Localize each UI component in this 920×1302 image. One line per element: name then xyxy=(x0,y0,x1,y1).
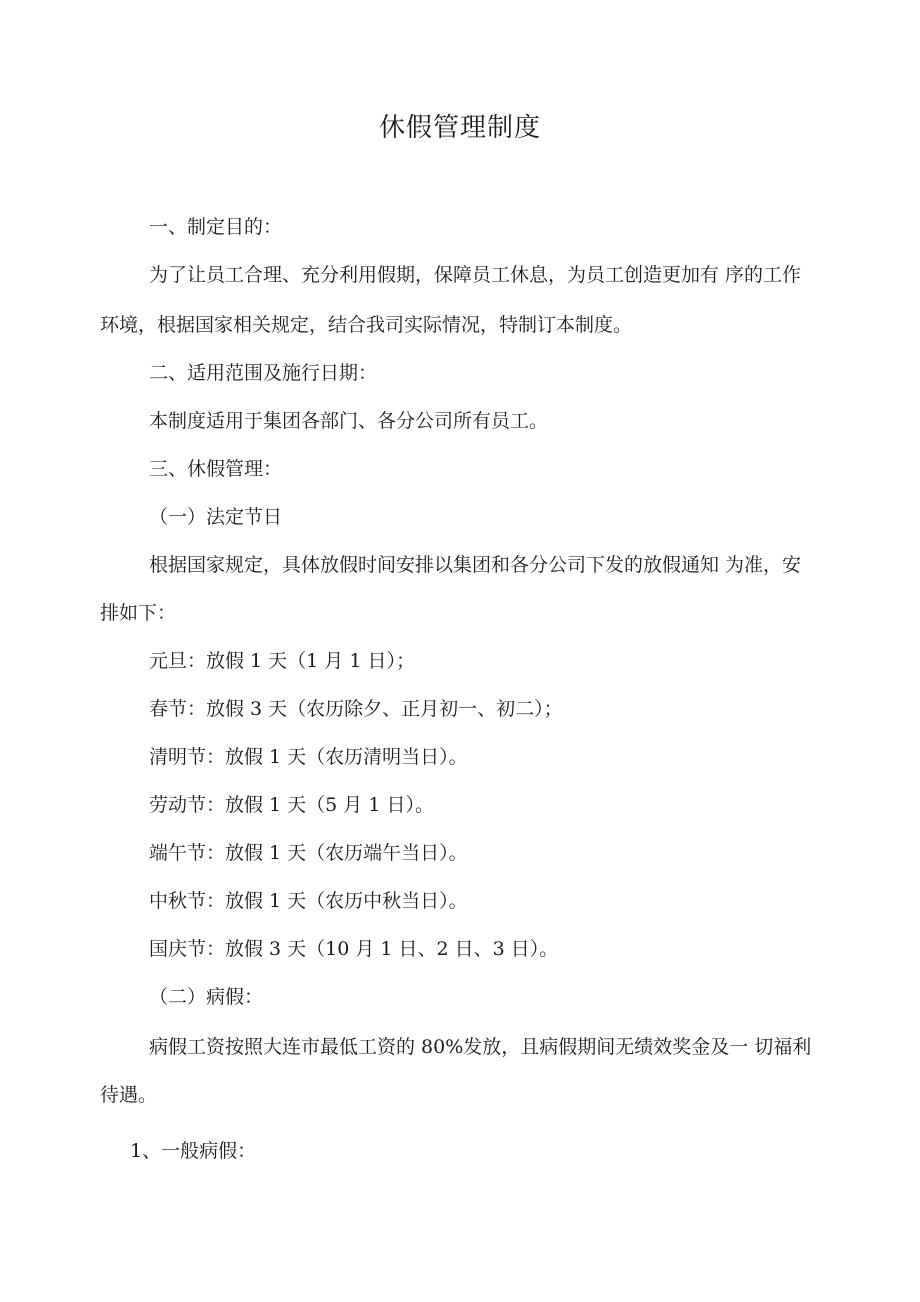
holiday-item-labor-day: 劳动节：放假 1 天（5 月 1 日）。 xyxy=(149,794,434,816)
paragraph-line: 本制度适用于集团各部门、各分公司所有员工。 xyxy=(149,410,549,432)
holiday-item-qingming: 清明节：放假 1 天（农历清明当日）。 xyxy=(149,746,468,768)
subsection-heading-holidays: （一）法定节日 xyxy=(149,506,283,528)
paragraph-line: 待遇。 xyxy=(100,1084,158,1106)
paragraph-line: 环境，根据国家相关规定，结合我司实际情况，特制订本制度。 xyxy=(100,314,633,336)
page-title: 休假管理制度 xyxy=(378,113,541,143)
holiday-item-spring-festival: 春节：放假 3 天（农历除夕、正月初一、初二）； xyxy=(149,698,563,720)
holiday-item-national-day: 国庆节：放假 3 天（10 月 1 日、2 日、3 日）。 xyxy=(149,938,559,960)
paragraph-line: 根据国家规定，具体放假时间安排以集团和各分公司下发的放假通知 为准，安 xyxy=(149,554,802,576)
holiday-item-mid-autumn: 中秋节：放假 1 天（农历中秋当日）。 xyxy=(149,890,468,912)
paragraph-line: 排如下： xyxy=(100,602,177,624)
holiday-item-dragon-boat: 端午节：放假 1 天（农历端午当日）。 xyxy=(149,842,468,864)
section-heading-scope: 二、适用范围及施行日期： xyxy=(149,362,378,384)
paragraph-line: 为了让员工合理、充分利用假期，保障员工休息，为员工创造更加有 序的工作 xyxy=(149,264,802,286)
section-heading-purpose: 一、制定目的： xyxy=(149,216,283,238)
holiday-item-new-year: 元旦：放假 1 天（1 月 1 日）； xyxy=(149,650,415,672)
numbered-heading-general-sick-leave: 1、一般病假： xyxy=(130,1140,257,1162)
subsection-heading-sick-leave: （二）病假： xyxy=(149,986,264,1008)
section-heading-leave-management: 三、休假管理： xyxy=(149,458,283,480)
paragraph-line: 病假工资按照大连市最低工资的 80%发放，且病假期间无绩效奖金及一 切福利 xyxy=(149,1036,812,1058)
